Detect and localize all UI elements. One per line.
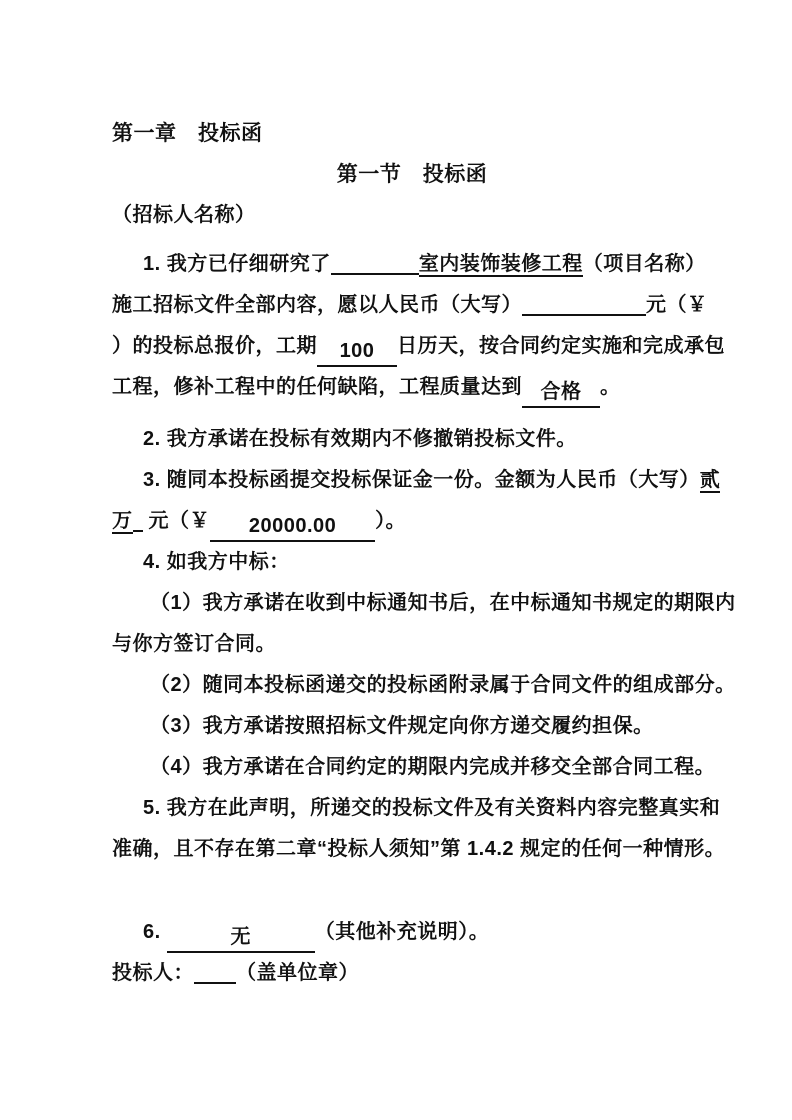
chapter-heading <box>112 113 712 154</box>
text-segment: （2）随同本投标函递交的投标函附录属于合同文件的组成部分。 <box>150 674 736 696</box>
clause-1-line-3 <box>112 326 725 367</box>
section-heading <box>112 154 712 195</box>
text-segment: 5. 我方在此声明，所递交的投标文件及有关资料内容完整真实和 <box>143 797 721 819</box>
underlined-text-segment: 贰 <box>699 469 721 491</box>
text-segment: 元（￥ <box>142 510 211 532</box>
text-segment: 与你方签订合同。 <box>112 633 276 655</box>
clause-5-line-1 <box>112 788 721 829</box>
text-segment: （3）我方承诺按照招标文件规定向你方递交履约担保。 <box>150 715 654 737</box>
clause-1-line-4 <box>112 367 712 408</box>
clause-3-line-1 <box>112 460 721 501</box>
blank-field <box>331 247 419 275</box>
clause-4-4-line <box>112 747 716 788</box>
blank-field <box>522 288 646 316</box>
clause-3-line-2 <box>112 501 712 542</box>
bidder-signature-line <box>112 953 712 994</box>
text-segment: 。 <box>600 376 621 398</box>
clause-4-1-line-2 <box>112 624 712 665</box>
text-segment: 3. 随同本投标函提交投标保证金一份。金额为人民币（大写） <box>143 469 700 491</box>
text-segment: 第一章 投标函 <box>112 122 263 145</box>
blank-field <box>133 504 143 532</box>
clause-4-line <box>112 542 712 583</box>
clause-4-1-line-1 <box>112 583 736 624</box>
filled-blank-field: 100 <box>317 339 397 367</box>
clause-4-2-line <box>112 665 736 706</box>
clause-1-line-2 <box>112 285 712 326</box>
text-segment: （4）我方承诺在合同约定的期限内完成并移交全部合同工程。 <box>150 756 716 778</box>
text-segment: 准确，且不存在第二章“投标人须知”第 1.4.2 规定的任何一种情形。 <box>112 838 726 860</box>
filled-blank-field: 无 <box>167 925 315 953</box>
text-segment: （招标人名称） <box>112 204 256 226</box>
text-segment: 1. 我方已仔细研究了 <box>143 253 331 275</box>
filled-blank-field: 合格 <box>522 380 600 408</box>
clause-1-line-1 <box>112 244 712 285</box>
clause-2-line <box>112 419 712 460</box>
text-segment: 日历天，按合同约定实施和完成承包 <box>397 335 725 357</box>
underlined-text-segment: 万 <box>112 510 133 532</box>
text-segment: 工程，修补工程中的任何缺陷，工程质量达到 <box>112 376 522 398</box>
text-segment: 4. 如我方中标： <box>143 551 290 573</box>
text-segment: ）。 <box>375 510 407 532</box>
clause-4-3-line <box>112 706 712 747</box>
text-segment: 第一节 投标函 <box>336 163 488 186</box>
filled-blank-field: 20000.00 <box>210 514 375 542</box>
text-segment: 元（￥ <box>646 294 708 316</box>
underlined-text-segment: 室内装饰装修工程 <box>418 253 583 275</box>
text-segment: （1）我方承诺在收到中标通知书后，在中标通知书规定的期限内 <box>150 592 736 614</box>
tenderee-name-line <box>112 195 712 236</box>
text-segment: 施工招标文件全部内容，愿以人民币（大写） <box>112 294 522 316</box>
clause-6-line <box>112 912 712 953</box>
blank-field <box>194 956 236 984</box>
text-segment: （盖单位章） <box>236 962 359 984</box>
text-segment: 投标人： <box>112 962 194 984</box>
text-segment: 2. 我方承诺在投标有效期内不修撤销投标文件。 <box>143 428 577 450</box>
text-segment: （其他补充说明）。 <box>314 921 490 943</box>
text-segment: （项目名称） <box>582 253 706 275</box>
clause-5-line-2 <box>112 829 726 870</box>
document-content <box>112 113 736 994</box>
text-segment: ）的投标总报价，工期 <box>112 335 317 357</box>
text-segment: 6. <box>143 921 167 943</box>
